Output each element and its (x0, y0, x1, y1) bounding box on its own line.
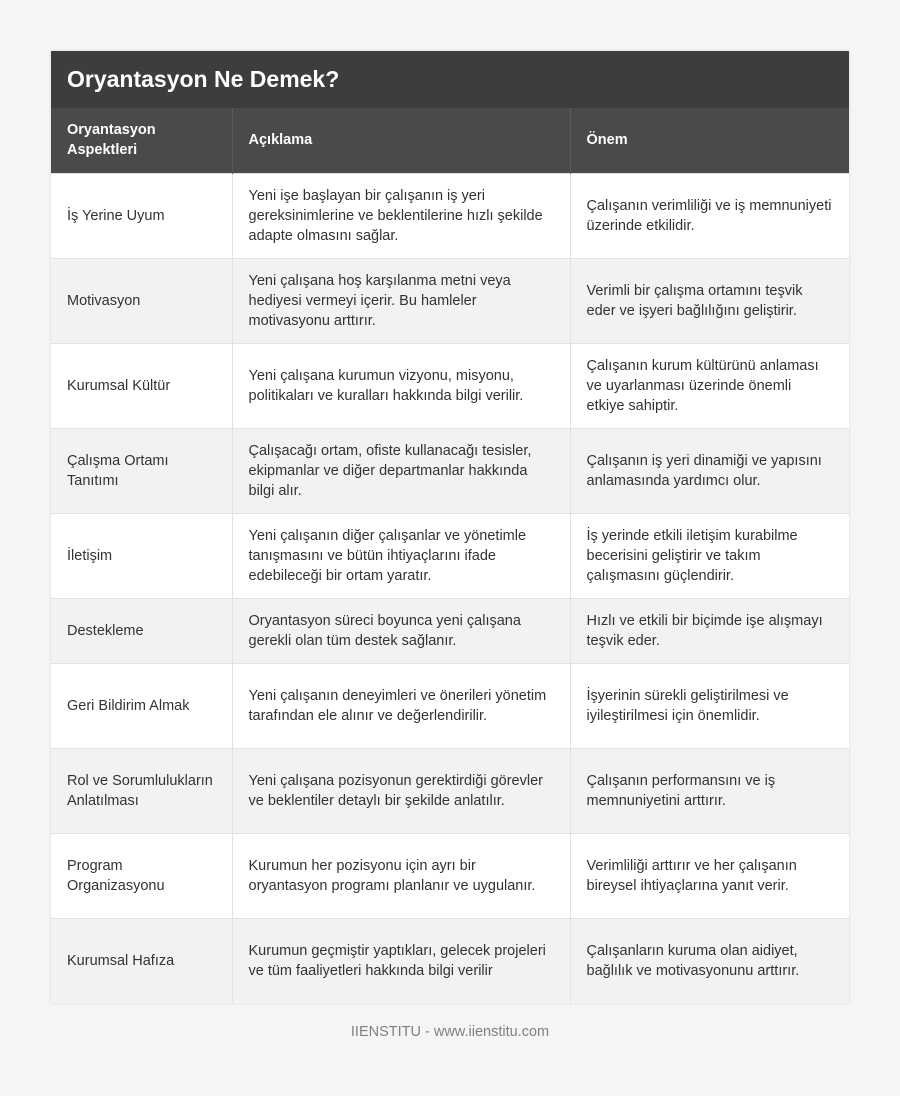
cell-aspect: Kurumsal Hafıza (51, 918, 232, 1003)
cell-importance: Çalışanın performansını ve iş memnuniyetini arttırır. (570, 748, 849, 833)
cell-aspect: Geri Bildirim Almak (51, 663, 232, 748)
cell-importance: İşyerinin sürekli geliştirilmesi ve iyileştirilmesi için önemlidir. (570, 663, 849, 748)
cell-aspect: Kurumsal Kültür (51, 343, 232, 428)
cell-description: Yeni işe başlayan bir çalışanın iş yeri gereksinimlerine ve beklentilerine hızlı şekilde adapte olmasını sağlar. (232, 173, 570, 258)
column-header-aspect: Oryantasyon Aspektleri (67, 122, 156, 159)
table-row (51, 833, 849, 918)
cell-aspect: Çalışma Ortamı Tanıtımı (51, 428, 232, 513)
orientation-table (51, 108, 849, 1003)
cell-description: Yeni çalışanın diğer çalışanlar ve yönetimle tanışmasını ve bütün ihtiyaçlarını ifade edebileceği bir ortam yaratır. (232, 513, 570, 598)
orientation-table-card (51, 51, 849, 1003)
column-header-description: Açıklama (232, 108, 570, 173)
table-row (51, 748, 849, 833)
cell-aspect: İletişim (51, 513, 232, 598)
table-row (51, 663, 849, 748)
cell-description: Yeni çalışana pozisyonun gerektirdiği görevler ve beklentiler detaylı bir şekilde anlatılır. (232, 748, 570, 833)
table-row (51, 343, 849, 428)
cell-importance: Çalışanın kurum kültürünü anlaması ve uyarlanması üzerinde önemli etkiye sahiptir. (570, 343, 849, 428)
cell-description: Oryantasyon süreci boyunca yeni çalışana gerekli olan tüm destek sağlanır. (232, 598, 570, 663)
cell-description: Yeni çalışana kurumun vizyonu, misyonu, politikaları ve kuralları hakkında bilgi verilir. (232, 343, 570, 428)
table-row (51, 428, 849, 513)
cell-importance: Hızlı ve etkili bir biçimde işe alışmayı teşvik eder. (570, 598, 849, 663)
column-header-importance: Önem (570, 108, 849, 173)
cell-importance: Verimli bir çalışma ortamını teşvik eder ve işyeri bağlılığını geliştirir. (570, 258, 849, 343)
cell-description: Yeni çalışana hoş karşılanma metni veya hediyesi vermeyi içerir. Bu hamleler motivasyonu arttırır. (232, 258, 570, 343)
cell-aspect: İş Yerine Uyum (51, 173, 232, 258)
cell-aspect: Motivasyon (51, 258, 232, 343)
table-row (51, 513, 849, 598)
cell-importance: Çalışanın iş yeri dinamiği ve yapısını anlamasında yardımcı olur. (570, 428, 849, 513)
cell-importance: Çalışanların kuruma olan aidiyet, bağlılık ve motivasyonunu arttırır. (570, 918, 849, 1003)
cell-description: Çalışacağı ortam, ofiste kullanacağı tesisler, ekipmanlar ve diğer departmanlar hakkında bilgi alır. (232, 428, 570, 513)
cell-aspect: Rol ve Sorumlulukların Anlatılması (51, 748, 232, 833)
page-title: Oryantasyon Ne Demek? (51, 51, 849, 108)
table-row (51, 918, 849, 1003)
cell-aspect: Destekleme (51, 598, 232, 663)
cell-aspect: Program Organizasyonu (51, 833, 232, 918)
footer-credit: IIENSTITU - www.iienstitu.com (350, 1024, 550, 1040)
cell-description: Kurumun her pozisyonu için ayrı bir oryantasyon programı planlanır ve uygulanır. (232, 833, 570, 918)
cell-importance: İş yerinde etkili iletişim kurabilme becerisini geliştirir ve takım çalışmasını güçlendirir. (570, 513, 849, 598)
cell-importance: Verimliliği arttırır ve her çalışanın bireysel ihtiyaçlarına yanıt verir. (570, 833, 849, 918)
cell-description: Yeni çalışanın deneyimleri ve önerileri yönetim tarafından ele alınır ve değerlendirilir. (232, 663, 570, 748)
cell-description: Kurumun geçmiştir yaptıkları, gelecek projeleri ve tüm faaliyetleri hakkında bilgi verilir (232, 918, 570, 1003)
table-header-row (51, 108, 849, 173)
table-row (51, 598, 849, 663)
cell-importance: Çalışanın verimliliği ve iş memnuniyeti üzerinde etkilidir. (570, 173, 849, 258)
table-row (51, 258, 849, 343)
table-row (51, 173, 849, 258)
